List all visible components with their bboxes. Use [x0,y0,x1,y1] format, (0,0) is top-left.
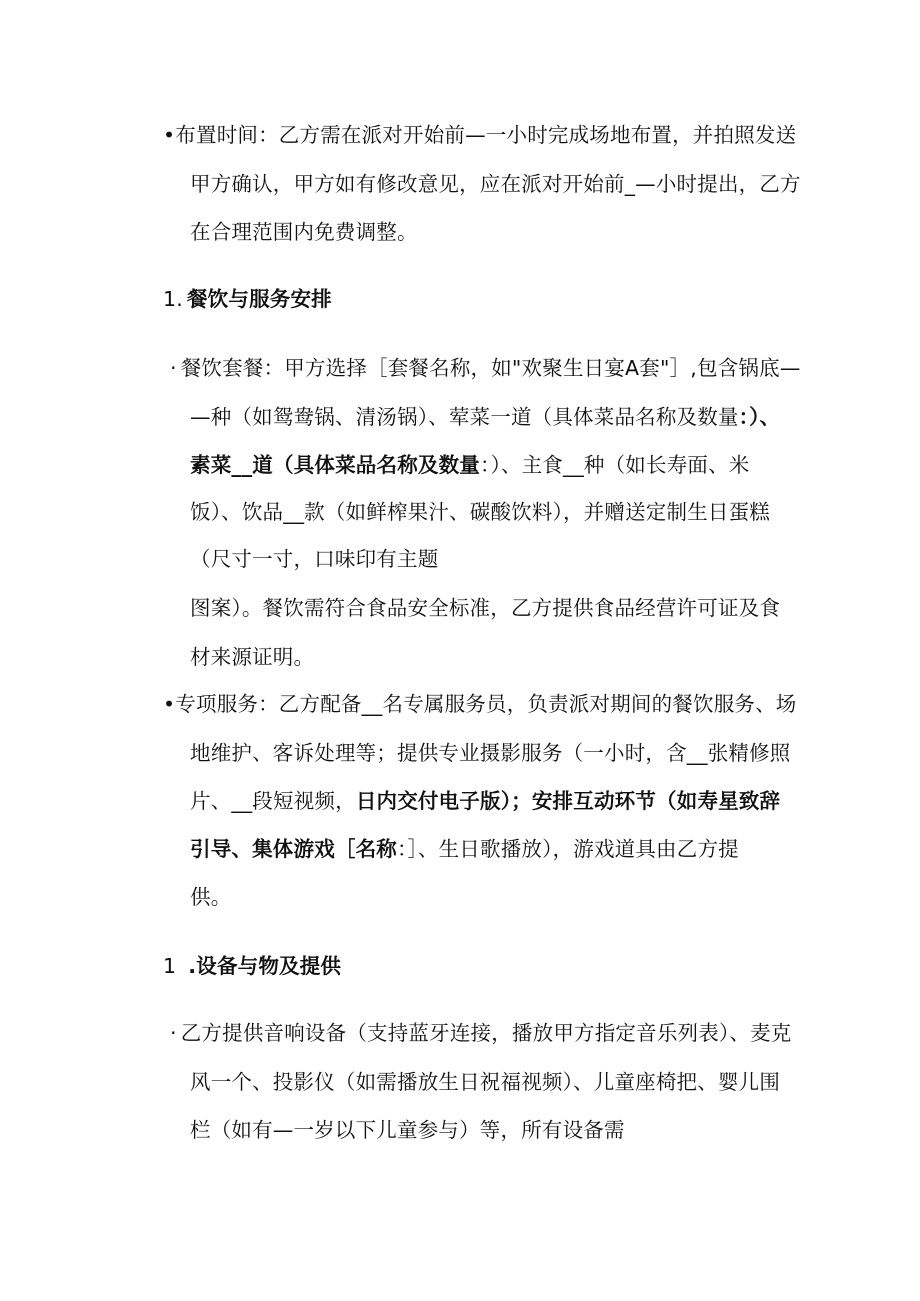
text: 餐饮套餐：甲方选择［套餐名称，如"欢聚生日宴A套"］,包含锅底— [180,356,801,380]
text: ：］、生日歌播放），游戏道具由乙方提 [397,837,739,861]
heading-title: 餐饮与服务安排 [186,287,332,311]
section-heading-equipment [163,952,341,980]
text: 专项服务：乙方配备__名专属服务员，负责派对期间的餐饮服务、场 [175,692,797,716]
text: ：）、主食__种（如长寿面、米 [480,453,750,477]
text-bold: 引导、集体游戏［名称 [190,837,397,861]
setup-time-line-3: 在合理范围内免费调整。 [190,220,418,244]
catering-line-3 [190,451,750,479]
text: —种（如鸳鸯锅、清汤锅）、荤菜一道（具体菜品名称及数量 [190,405,739,429]
text-bold: 素菜__道（具体菜品名称及数量 [190,453,480,477]
service-line-3 [190,787,780,815]
setup-time-line-2: 甲方确认，甲方如有修改意见，应在派对开始前_—小时提出，乙方 [190,172,801,196]
bullet: • [163,123,176,147]
service-line-2: 地维护、客诉处理等；提供专业摄影服务（一小时，含__张精修照 [190,741,791,765]
service-line-4 [190,835,739,863]
equipment-line-3: 栏（如有—一岁以下儿童参与）等，所有设备需 [190,1118,625,1142]
catering-line-5: （尺寸一寸，口味印有主题 [190,547,439,571]
catering-line-6: 图案）。餐饮需符合食品安全标准，乙方提供食品经营许可证及食 [190,596,781,620]
bullet: · [170,356,177,380]
catering-line-1 [170,354,801,382]
catering-line-4: 饭）、饮品__款（如鲜榨果汁、碳酸饮料），并赠送定制生日蛋糕 [190,500,770,524]
service-line-5: 供。 [190,885,232,909]
text: 片、__段短视频， [190,789,356,813]
heading-number: 1 [163,954,177,978]
setup-time-line-1 [163,121,796,149]
catering-line-7: 材来源证明。 [190,645,315,669]
section-heading-catering [163,285,332,313]
heading-number: 1. [163,287,183,311]
heading-title: .设备与物及提供 [188,954,342,978]
service-line-1 [163,690,797,718]
text: 布置时间：乙方需在派对开始前—一小时完成场地布置，并拍照发送 [175,123,797,147]
text: 乙方提供音响设备（支持蓝牙连接，播放甲方指定音乐列表）、麦克 [180,1021,792,1045]
catering-line-2 [190,403,780,431]
bullet: • [163,692,176,716]
text-bold: ：）、 [738,405,781,429]
text-bold: 日内交付电子版）；安排互动环节（如寿星致辞 [355,789,781,813]
equipment-line-2: 风一个、投影仪（如需播放生日祝福视频）、儿童座椅把、婴儿围 [190,1070,781,1094]
equipment-line-1 [170,1019,791,1047]
bullet: · [170,1021,177,1045]
